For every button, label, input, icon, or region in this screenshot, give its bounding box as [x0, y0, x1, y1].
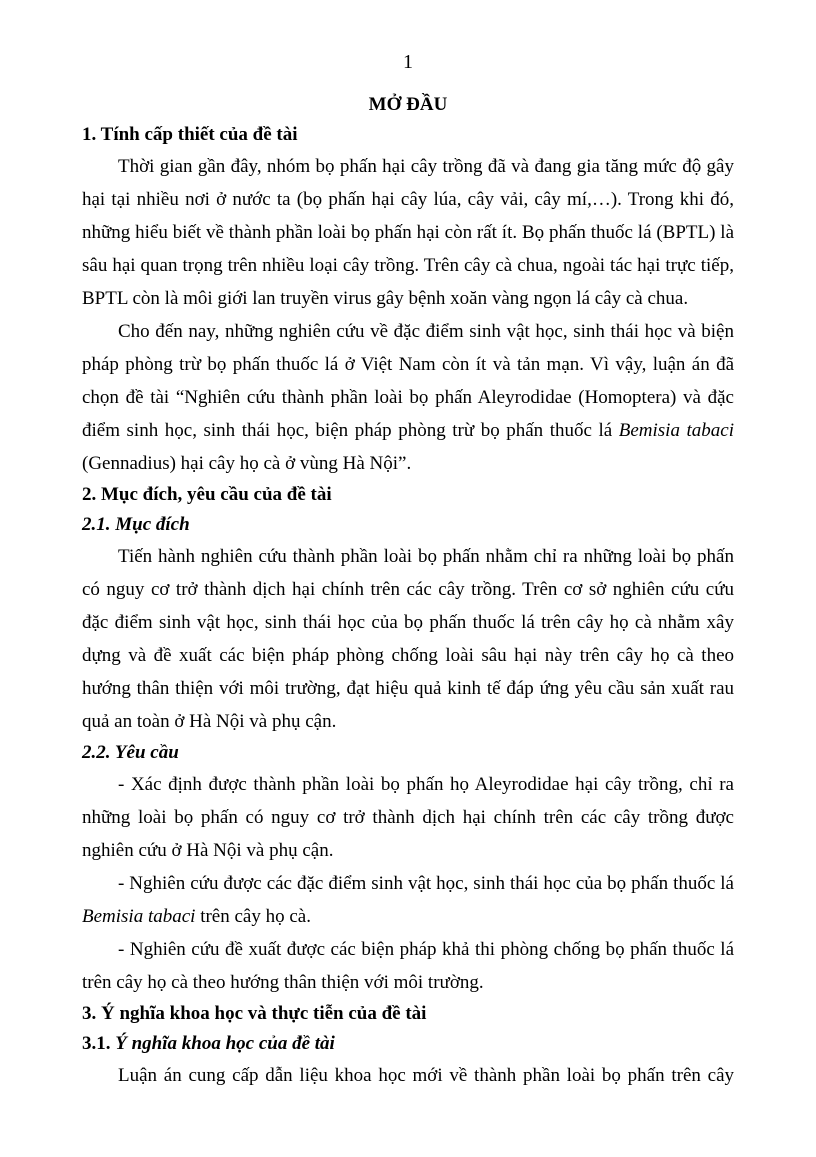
section-2-heading: 2. Mục đích, yêu cầu của đề tài [82, 484, 332, 505]
section-1-paragraph-2 [82, 315, 734, 480]
paragraph-text: trên cây họ cà. [195, 906, 311, 927]
section-2-2-heading: 2.2. Yêu cầu [82, 742, 179, 763]
species-name: Bemisia tabaci [618, 420, 734, 441]
section-3-1-paragraph: Luận án cung cấp dẫn liệu khoa học mới về thành phần loài bọ phấn trên cây [118, 1065, 734, 1086]
section-2-1-heading: 2.1. Mục đích [82, 514, 190, 535]
paragraph-text: Cho đến nay, những nghiên cứu về đặc điểm sinh vật học, sinh thái học và biện pháp phòng trừ bọ phấn thuốc lá ở Việt Nam còn ít và tản mạn. Vì vậy, luận án đã chọn đề tài “Nghiên cứu thành phần loài bọ phấn Aleyrodidae (Homoptera) và đặc điểm sinh học, sinh thái học, biện pháp phòng trừ bọ phấn thuốc lá [82, 321, 734, 441]
section-number: 3.1. [82, 1033, 111, 1054]
section-2-1-paragraph: Tiến hành nghiên cứu thành phần loài bọ phấn nhằm chỉ ra những loài bọ phấn có nguy cơ trở thành dịch hại chính trên các cây trồng. Trên cơ sở nghiên cứu cứu đặc điểm sinh vật học, sinh thái học của bọ phấn thuốc lá trên cây họ cà nhằm xây dựng và đề xuất các biện pháp phòng chống loài sâu hại này trên cây họ cà theo hướng thân thiện với môi trường, đạt hiệu quả kinh tế đáp ứng yêu cầu sản xuất rau quả an toàn ở Hà Nội và phụ cận. [82, 546, 734, 732]
paragraph-text: (Gennadius) hại cây họ cà ở vùng Hà Nội”. [82, 453, 412, 474]
section-1-paragraph-1: Thời gian gần đây, nhóm bọ phấn hại cây trồng đã và đang gia tăng mức độ gây hại tại nhiều nơi ở nước ta (bọ phấn hại cây lúa, cây vải, cây mí,…). Trong khi đó, những hiểu biết về thành phần loài bọ phấn hại còn rất ít. Bọ phấn thuốc lá (BPTL) là sâu hại quan trọng trên nhiều loại cây trồng. Trên cây cà chua, ngoài tác hại trực tiếp, BPTL còn là môi giới lan truyền virus gây bệnh xoăn vàng ngọn lá cây cà chua. [82, 156, 734, 309]
requirement-item: - Nghiên cứu đề xuất được các biện pháp khả thi phòng chống bọ phấn thuốc lá trên cây họ cà theo hướng thân thiện với môi trường. [82, 939, 734, 993]
section-3-1-heading [82, 1029, 734, 1059]
page-number: 1 [403, 51, 413, 73]
document-page [82, 44, 734, 1092]
paragraph-text: - Nghiên cứu được các đặc điểm sinh vật học, sinh thái học của bọ phấn thuốc lá [118, 873, 734, 894]
requirement-item [82, 867, 734, 933]
requirement-item: - Xác định được thành phần loài bọ phấn họ Aleyrodidae hại cây trồng, chỉ ra những loài bọ phấn có nguy cơ trở thành dịch hại chính trên các cây trồng được nghiên cứu ở Hà Nội và phụ cận. [82, 774, 734, 861]
document-title: MỞ ĐẦU [368, 94, 448, 115]
section-1-heading: 1. Tính cấp thiết của đề tài [82, 124, 298, 145]
section-title: Ý nghĩa khoa học của đề tài [115, 1033, 335, 1054]
section-3-heading: 3. Ý nghĩa khoa học và thực tiễn của đề tài [82, 1003, 427, 1024]
species-name: Bemisia tabaci [82, 906, 196, 927]
